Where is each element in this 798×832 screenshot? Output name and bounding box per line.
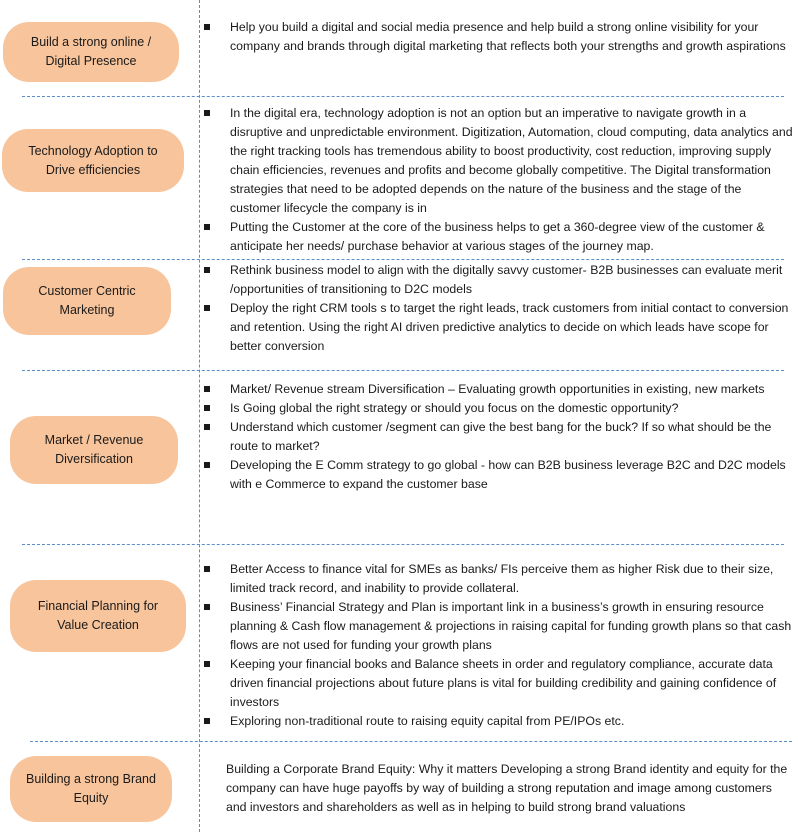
bullet-icon [204,267,210,273]
section-market-diversification [204,380,794,494]
bullet-icon [204,224,210,230]
list-item: In the digital era, technology adoption is not an option but an imperative to navigate growth in a disruptive and unpredictable environment. Digitization, Automation, cloud computing, data analytics and the right tracking tools has tremendous ability to boost productivity, cost reduction, improving supply chain efficiencies, revenues and profits and become globally competitive. The Digital transformation strategies that need to be adopted depends on the nature of the business and the stage of the customer lifecycle the company is in [204,104,794,218]
category-label: Technology Adoption to Drive efficiencies [28,143,158,177]
list-item: Better Access to finance vital for SMEs as banks/ FIs perceive them as higher Risk due to their size, limited track record, and inability to provide collateral. [204,560,794,598]
category-pill-market-diversification [10,416,178,484]
list-item: Putting the Customer at the core of the business helps to get a 360-degree view of the customer & anticipate her needs/ purchase behavior at various stages of the journey map. [204,218,794,256]
category-pill-brand-equity [10,756,172,822]
category-pill-financial-planning [10,580,186,652]
row-divider [22,544,784,545]
list-item: Business’ Financial Strategy and Plan is important link in a business’s growth in ensuring resource planning & Cash flow management & projections in raising capital for funding growth plans so that cash flows are not used for funding your growth plans [204,598,794,655]
row-divider [22,96,784,97]
section-customer-centric [204,261,794,356]
bullet-icon [204,604,210,610]
list-item: Is Going global the right strategy or should you focus on the domestic opportunity? [204,399,794,418]
list-item: Keeping your financial books and Balance sheets in order and regulatory compliance, accurate data driven financial projections about future plans is vital for building credibility and gaining confidence of investors [204,655,794,712]
category-label: Financial Planning for Value Creation [37,599,159,632]
section-brand-equity [226,760,790,817]
list-item: Rethink business model to align with the digitally savvy customer- B2B businesses can evaluate merit /opportunities of transitioning to D2C models [204,261,794,299]
category-label: Building a strong Brand Equity [26,772,156,805]
bullet-icon [204,386,210,392]
bullet-icon [204,24,210,30]
bullet-icon [204,305,210,311]
list-item: Exploring non-traditional route to raising equity capital from PE/IPOs etc. [204,712,794,731]
section-financial-planning [204,560,794,731]
bullet-icon [204,110,210,116]
row-divider [22,259,784,260]
bullet-icon [204,661,210,667]
bullet-icon [204,718,210,724]
bullet-icon [204,566,210,572]
row-divider [22,370,784,371]
bullet-icon [204,462,210,468]
bullet-icon [204,405,210,411]
vertical-divider [199,0,200,832]
category-pill-customer-centric [3,267,171,335]
brand-equity-paragraph: Building a Corporate Brand Equity: Why it matters Developing a strong Brand identity and equity for the company can have huge payoffs by way of building a strong reputation and image among customers and investors and shareholders as well as in helping to build strong brand valuations [226,762,788,814]
category-pill-digital-presence [3,22,179,82]
list-item: Developing the E Comm strategy to go global - how can B2B business leverage B2C and D2C models with e Commerce to expand the customer base [204,456,794,494]
list-item: Help you build a digital and social media presence and help build a strong online visibility for your company and brands through digital marketing that reflects both your strengths and growth aspirations [204,18,794,56]
list-item: Deploy the right CRM tools s to target the right leads, track customers from initial contact to conversion and retention. Using the right AI driven predictive analytics to decide on which leads have scope for better conversion [204,299,794,356]
category-label: Customer Centric Marketing [38,284,136,317]
category-label: Market / Revenue Diversification [44,433,144,466]
list-item: Market/ Revenue stream Diversification – Evaluating growth opportunities in existing, new markets [204,380,794,399]
bullet-icon [204,424,210,430]
category-label: Build a strong online / Digital Presence [30,35,152,68]
section-technology-adoption [204,104,794,256]
row-divider [30,741,792,742]
category-pill-technology-adoption [2,129,184,192]
list-item: Understand which customer /segment can give the best bang for the buck? If so what should be the route to market? [204,418,794,456]
section-digital-presence [204,18,794,56]
